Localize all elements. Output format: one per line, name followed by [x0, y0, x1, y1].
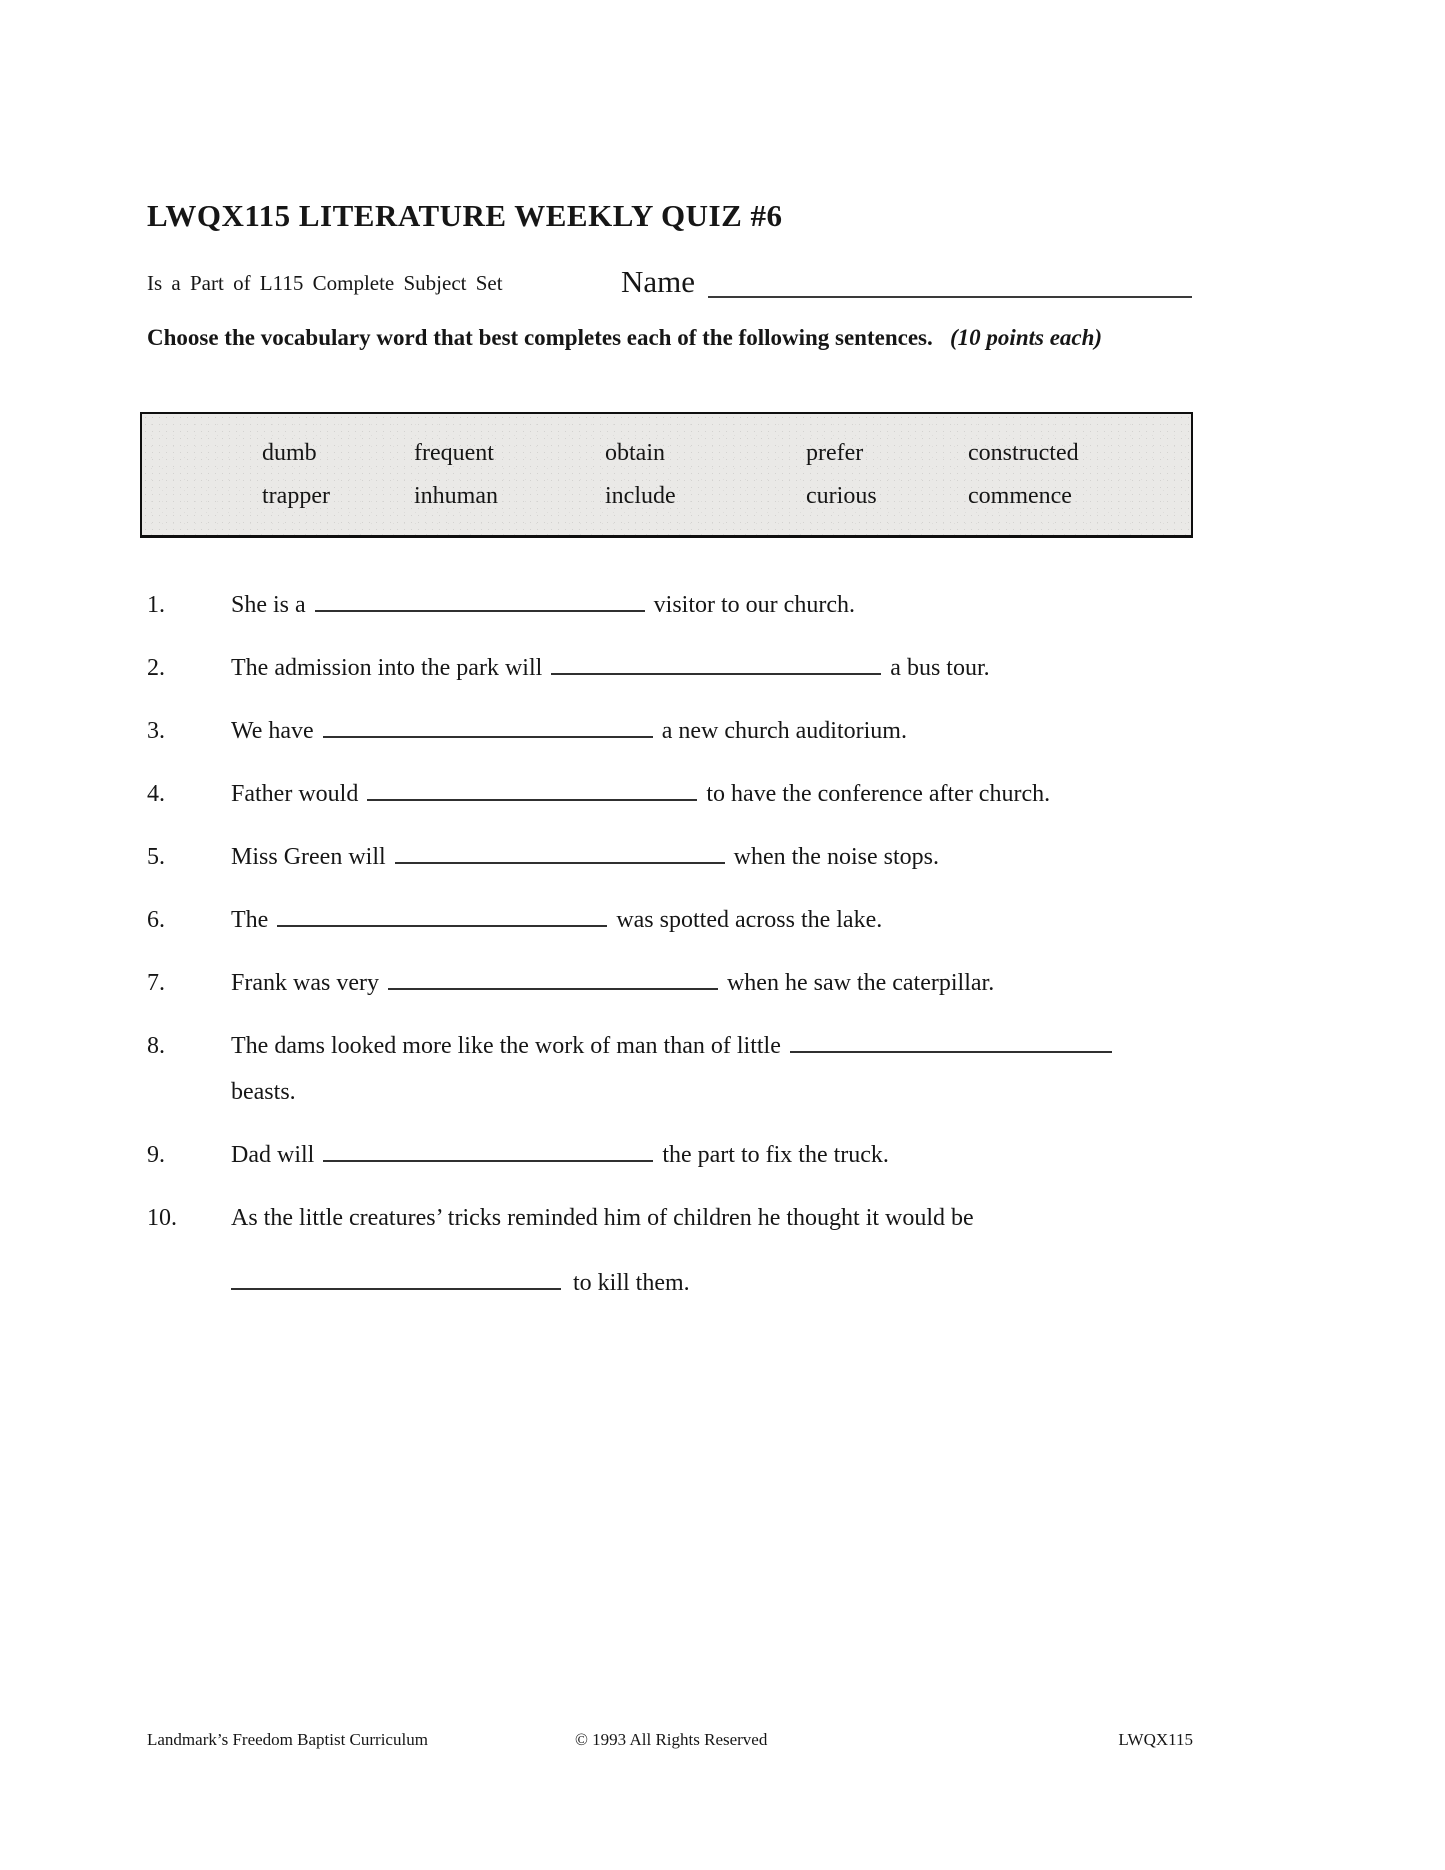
question-number: 4. — [147, 781, 165, 807]
answer-blank-6[interactable] — [277, 903, 607, 927]
points-note: (10 points each) — [950, 325, 1103, 350]
footer-copyright: © 1993 All Rights Reserved — [575, 1730, 768, 1749]
question-text: She is a visitor to our church. — [231, 588, 1217, 622]
question-number: 9. — [147, 1142, 165, 1168]
name-label: Name — [621, 264, 696, 299]
instructions-text: Choose the vocabulary word that best completes each of the following sentences. — [147, 325, 933, 350]
question-text: The admission into the park will a bus tour. — [231, 651, 1217, 685]
word-bank-word: trapper — [262, 482, 330, 509]
subject-set-line: Is a Part of L115 Complete Subject Set — [147, 271, 503, 295]
answer-blank-10[interactable] — [231, 1266, 561, 1290]
answer-blank-4[interactable] — [367, 777, 697, 801]
answer-blank-9[interactable] — [323, 1138, 653, 1162]
question-number: 2. — [147, 655, 165, 681]
question-text: Dad will the part to fix the truck. — [231, 1138, 1217, 1172]
question-text: The dams looked more like the work of man than of little beasts. — [231, 1029, 1217, 1109]
word-bank-word: inhuman — [414, 482, 498, 509]
question-number: 3. — [147, 718, 165, 744]
question-text: Miss Green will when the noise stops. — [231, 840, 1217, 874]
question-5 — [147, 840, 1217, 874]
question-number: 6. — [147, 907, 165, 933]
question-number: 7. — [147, 970, 165, 996]
question-8 — [147, 1029, 1217, 1109]
question-number: 10. — [147, 1205, 177, 1231]
word-bank-word: curious — [806, 482, 877, 509]
question-1 — [147, 588, 1217, 622]
question-7 — [147, 966, 1217, 1000]
word-bank-word: dumb — [262, 439, 317, 466]
question-3 — [147, 714, 1217, 748]
question-text: As the little creatures’ tricks reminded him of children he thought it would be to kill them. — [231, 1205, 974, 1296]
question-6 — [147, 903, 1217, 937]
name-row — [147, 258, 1207, 302]
answer-blank-2[interactable] — [551, 651, 881, 675]
name-input-line[interactable] — [708, 296, 1192, 298]
answer-blank-1[interactable] — [315, 588, 645, 612]
question-list — [147, 588, 1217, 1329]
word-bank-word: commence — [968, 482, 1072, 509]
page-title: LWQX115 LITERATURE WEEKLY QUIZ #6 — [147, 198, 783, 233]
word-bank-word: constructed — [968, 439, 1079, 466]
answer-blank-7[interactable] — [388, 966, 718, 990]
answer-blank-5[interactable] — [395, 840, 725, 864]
question-number: 8. — [147, 1033, 165, 1059]
question-text: The was spotted across the lake. — [231, 903, 1217, 937]
question-text: We have a new church auditorium. — [231, 714, 1217, 748]
question-text: Frank was very when he saw the caterpillar. — [231, 966, 1217, 1000]
footer-publisher: Landmark’s Freedom Baptist Curriculum — [147, 1730, 428, 1749]
question-text: Father would to have the conference after church. — [231, 777, 1217, 811]
footer-code: LWQX115 — [1118, 1730, 1193, 1749]
question-9 — [147, 1138, 1217, 1172]
word-bank-row — [262, 440, 1191, 467]
answer-blank-3[interactable] — [323, 714, 653, 738]
page-footer — [147, 1730, 1193, 1754]
word-bank-word: prefer — [806, 439, 864, 466]
question-10 — [147, 1201, 1217, 1300]
question-number: 5. — [147, 844, 165, 870]
question-2 — [147, 651, 1217, 685]
question-4 — [147, 777, 1217, 811]
word-bank-word: include — [605, 482, 676, 509]
word-bank-box — [140, 412, 1193, 538]
word-bank-word: frequent — [414, 439, 494, 466]
answer-blank-8[interactable] — [790, 1029, 1112, 1053]
instructions — [147, 320, 1222, 355]
word-bank-word: obtain — [605, 439, 665, 466]
question-number: 1. — [147, 592, 165, 618]
word-bank-row — [262, 483, 1191, 510]
